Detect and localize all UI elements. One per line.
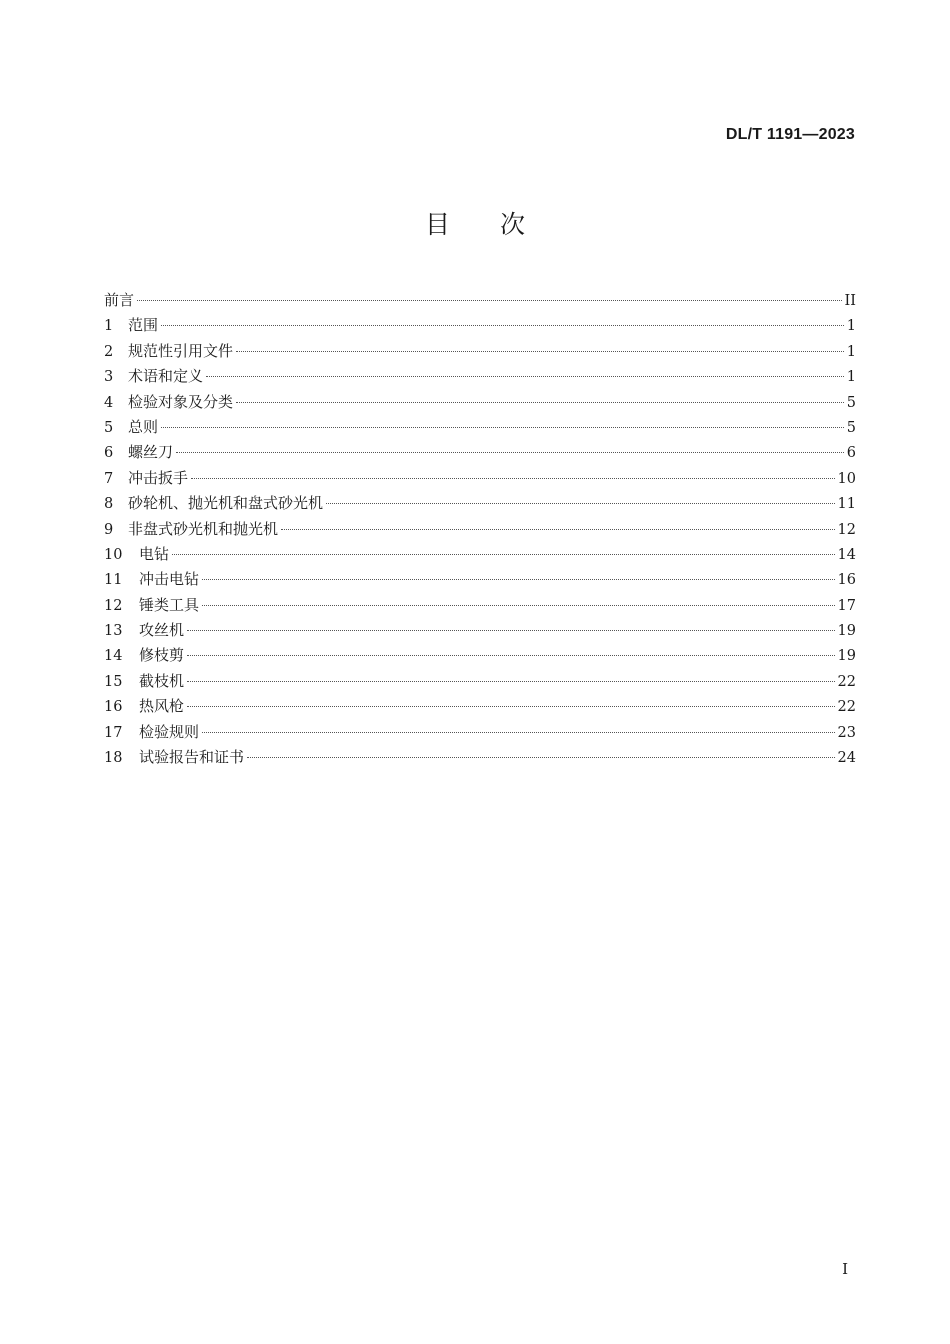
toc-entry-label: 试验报告和证书: [139, 748, 245, 767]
toc-leader-dots: [202, 579, 835, 580]
toc-leader-dots: [202, 605, 835, 606]
toc-entry-label: 范围: [128, 316, 159, 335]
toc-entry-page: 1: [846, 369, 856, 386]
toc-entry-page: II: [844, 293, 856, 309]
toc-entry-label: 前言: [104, 291, 135, 309]
toc-entry-page: 1: [846, 343, 856, 360]
toc-entry[interactable]: [104, 440, 856, 465]
toc-entry-number: 10: [104, 546, 123, 563]
toc-entry[interactable]: [104, 643, 856, 668]
toc-entry-page: 22: [837, 673, 856, 690]
toc-entry-label: 检验规则: [139, 722, 200, 741]
toc-entry-page: 12: [837, 521, 856, 538]
toc-leader-dots: [161, 427, 844, 428]
toc-leader-dots: [191, 478, 835, 479]
toc-entry[interactable]: [104, 364, 856, 389]
toc-entry[interactable]: [104, 390, 856, 415]
toc-entry-number: 3: [104, 369, 114, 386]
toc-entry-label: 非盘式砂光机和抛光机: [128, 519, 279, 538]
toc-entry[interactable]: [104, 593, 856, 618]
toc-entry-page: 19: [837, 623, 856, 640]
toc-entry[interactable]: [104, 313, 856, 338]
toc-entry[interactable]: [104, 517, 856, 542]
toc-leader-dots: [187, 630, 835, 631]
toc-entry[interactable]: [104, 339, 856, 364]
toc-leader-dots: [176, 452, 844, 453]
toc-leader-dots: [202, 732, 835, 733]
toc-title-char-1: 目: [424, 210, 450, 239]
toc-entry[interactable]: [104, 720, 856, 745]
toc-entry-number: 9: [104, 521, 114, 538]
toc-entry-page: 23: [837, 724, 856, 741]
toc-entry-label: 术语和定义: [128, 367, 204, 386]
toc-entry-page: 5: [846, 419, 856, 436]
toc-entry-number: 1: [104, 318, 114, 335]
toc-leader-dots: [247, 757, 835, 758]
toc-entry[interactable]: [104, 567, 856, 592]
toc-entry-page: 17: [837, 597, 856, 614]
toc-leader-dots: [172, 554, 835, 555]
document-code: DL/T 1191—2023: [725, 126, 855, 143]
toc-entry-page: 19: [837, 648, 856, 665]
toc-entry-page: 16: [837, 572, 856, 589]
toc-entry-label: 螺丝刀: [128, 443, 174, 462]
toc-entry-number: 11: [104, 572, 123, 589]
page-number: I: [842, 1260, 848, 1278]
toc-title-char-2: 次: [500, 210, 526, 239]
toc-entry-number: 2: [104, 343, 114, 360]
toc-entry-label: 规范性引用文件: [128, 341, 234, 360]
toc-entry-number: 17: [104, 724, 123, 741]
toc-entry[interactable]: [104, 694, 856, 719]
toc-entry-page: 5: [846, 394, 856, 411]
toc-entry-page: 1: [846, 318, 856, 335]
toc-entry-label: 总则: [128, 417, 159, 436]
toc-title: [0, 205, 950, 241]
table-of-contents: [104, 288, 856, 770]
toc-entry-number: 18: [104, 750, 123, 767]
toc-leader-dots: [187, 706, 835, 707]
toc-entry[interactable]: [104, 669, 856, 694]
toc-entry-page: 10: [837, 470, 856, 487]
toc-leader-dots: [137, 300, 842, 301]
toc-entry-number: 16: [104, 699, 123, 716]
toc-entry-label: 修枝剪: [139, 646, 185, 665]
toc-entry-label: 冲击扳手: [128, 468, 189, 487]
toc-entry-label: 电钻: [139, 544, 170, 563]
toc-leader-dots: [236, 402, 844, 403]
toc-entry-number: 4: [104, 394, 114, 411]
toc-entry[interactable]: [104, 745, 856, 770]
toc-entry-page: 6: [846, 445, 856, 462]
toc-entry-number: 12: [104, 597, 123, 614]
toc-entry[interactable]: [104, 491, 856, 516]
toc-entry-number: 13: [104, 623, 123, 640]
toc-leader-dots: [187, 681, 835, 682]
toc-leader-dots: [326, 503, 835, 504]
toc-entry-number: 8: [104, 496, 114, 513]
toc-entry-number: 6: [104, 445, 114, 462]
toc-entry-label: 攻丝机: [139, 621, 185, 640]
toc-entry-number: 7: [104, 470, 114, 487]
toc-entry-number: 5: [104, 419, 114, 436]
toc-entry-page: 22: [837, 699, 856, 716]
toc-leader-dots: [187, 655, 835, 656]
toc-entry-number: 14: [104, 648, 123, 665]
toc-leader-dots: [206, 376, 844, 377]
toc-entry-number: 15: [104, 673, 123, 690]
toc-entry[interactable]: [104, 288, 856, 313]
toc-entry[interactable]: [104, 466, 856, 491]
toc-entry-page: 11: [837, 496, 856, 513]
toc-entry-label: 检验对象及分类: [128, 392, 234, 411]
toc-entry-label: 砂轮机、抛光机和盘式砂光机: [128, 494, 324, 513]
toc-entry-page: 14: [837, 546, 856, 563]
toc-entry-label: 热风枪: [139, 697, 185, 716]
toc-entry[interactable]: [104, 618, 856, 643]
toc-entry-label: 截枝机: [139, 671, 185, 690]
toc-entry[interactable]: [104, 542, 856, 567]
toc-entry[interactable]: [104, 415, 856, 440]
toc-entry-label: 冲击电钻: [139, 570, 200, 589]
toc-leader-dots: [236, 351, 844, 352]
toc-leader-dots: [281, 529, 835, 530]
toc-entry-label: 锤类工具: [139, 595, 200, 614]
toc-leader-dots: [161, 325, 844, 326]
toc-entry-page: 24: [837, 750, 856, 767]
